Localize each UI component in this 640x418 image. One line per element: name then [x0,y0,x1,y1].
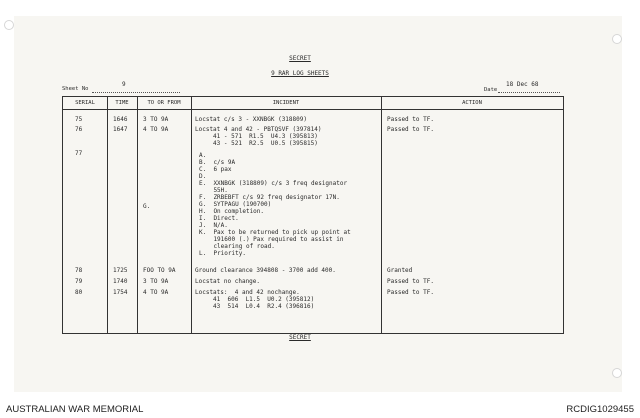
serial-cell: 80 [75,289,83,296]
incident-line: E. XXNBGK (318809) c/s 3 freq designator [199,180,348,187]
incident-line: clearing of road. [199,243,275,250]
document-title: 9 RAR LOG SHEETS [271,70,329,77]
archive-footer [0,402,640,418]
action-cell: Passed to TF. [387,289,434,296]
incident-line: 55H. [199,187,228,194]
sheet-number: 9 [122,81,126,88]
incident-line: 41 606 L1.5 U0.2 (395812) [195,296,315,303]
to-from-cell: 4 TO 9A [143,289,169,296]
header-serial: SERIAL [75,100,95,106]
serial-cell: 77 [75,150,83,157]
time-cell: 1646 [113,116,128,123]
serial-cell: 76 [75,126,83,133]
header-incident: INCIDENT [272,100,300,106]
incident-line: K. Pax to be returned to pick up point at [199,229,351,236]
punch-hole [612,368,622,378]
incident-line: B. c/s 9A [199,159,236,166]
action-cell: Passed to TF. [387,116,434,123]
serial-cell: 78 [75,267,83,274]
sheet-no-line [92,86,180,93]
incident-line: I. Direct. [199,215,239,222]
date-label: Date [484,87,498,93]
column-divider [381,97,382,333]
incident-line: 43 - 521 R2.5 U0.5 (395815) [195,140,318,147]
header-rule [63,109,563,110]
column-divider [137,97,138,333]
to-from-cell: G. [143,203,151,210]
incident-line: 43 514 L0.4 R2.4 (396816) [195,303,315,310]
header-time: TIME [115,100,129,106]
incident-line: D. [199,173,207,180]
incident-line: L. Priority. [199,250,246,257]
serial-cell: 79 [75,278,83,285]
incident-line: Locstats: 4 and 42 nochange. [195,289,300,296]
time-cell: 1647 [113,126,128,133]
incident-line: Locstat 4 and 42 - PBTQSVF (397814) [195,126,322,133]
to-from-cell: 3 TO 9A [143,278,169,285]
sheet-no-label: Sheet No [62,86,89,92]
incident-line: 41 - 571 R1.5 U4.3 (395813) [195,133,318,140]
incident-line: F. ZRBEBFT c/s 92 freq designator 17N. [199,194,340,201]
archive-name: AUSTRALIAN WAR MEMORIAL [6,404,144,415]
time-cell: 1740 [113,278,128,285]
header-action: ACTION [462,100,482,106]
incident-line: 191600 (.) Pax required to assist in [199,236,344,243]
time-cell: 1754 [113,289,128,296]
incident-line: J. N/A. [199,222,228,229]
incident-line: G. SYTPAGU (190700) [199,201,272,208]
action-cell: Passed to TF. [387,126,434,133]
to-from-cell: FOO TO 9A [143,267,176,274]
column-divider [191,97,192,333]
log-table [62,96,564,334]
classification-top: SECRET [289,55,311,62]
classification-bottom: SECRET [289,334,311,341]
to-from-cell: 3 TO 9A [143,116,169,123]
incident-line: Ground clearance 394808 - 3700 add 400. [195,267,336,274]
incident-line: A. [199,152,207,159]
punch-hole [4,20,14,30]
incident-line: C. 6 pax [199,166,232,173]
serial-cell: 75 [75,116,83,123]
action-cell: Passed to TF. [387,278,434,285]
incident-line: Locstat c/s 3 - XXNBGK (318809) [195,116,307,123]
action-cell: Granted [387,267,413,274]
header-to-from: TO OR FROM [147,100,181,106]
punch-hole [612,34,622,44]
to-from-cell: 4 TO 9A [143,126,169,133]
incident-line: H. On completion. [199,208,265,215]
incident-line: Locstat no change. [195,278,261,285]
date-value: 18 Dec 68 [506,81,539,88]
archive-reference: RCDIG1029455 [566,404,634,415]
column-divider [107,97,108,333]
time-cell: 1725 [113,267,128,274]
